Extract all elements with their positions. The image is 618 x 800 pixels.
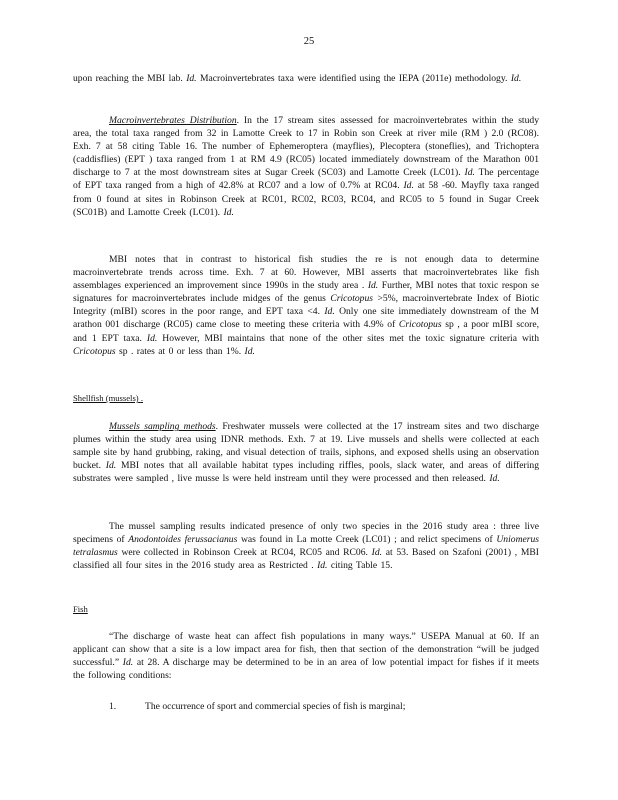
text: citing Table 15.	[327, 560, 393, 572]
paragraph-macroinvertebrates-distribution	[73, 114, 539, 219]
citation-id: Id.	[146, 332, 158, 344]
text: “The discharge of waste heat can affect fish populations in many ways.” USEPA Manual at 60. If an applicant can show that a site is a low impact area for fish, then that section of the demonstration “will be judged successful.”	[73, 631, 539, 669]
text: at 58 -60. Mayfly taxa ranged from 0 found at sites in Robinson Creek at RC01, RC02, RC03, RC04, and RC05 to 5 found in Sugar Creek (SC01B) and Lamotte Creek (LC01).	[73, 180, 539, 218]
text: MBI notes that all available habitat types including riffles, pools, slack water, and areas of differing substrates were sampled , live musse ls were held instream until they were processed and then released.	[73, 460, 539, 485]
citation-id: Id.	[371, 547, 383, 559]
citation-id: Id.	[244, 345, 255, 357]
paragraph-fish-waste-heat	[73, 630, 539, 682]
species-name: Cricotopus	[73, 345, 116, 357]
text: at 28. A discharge may be determined to be in an area of low potential impact for fishes if it meets the following conditions:	[73, 657, 539, 682]
page-number: 25	[303, 36, 315, 47]
citation-id: Id.	[464, 167, 475, 179]
text: Only one site immediately downstream of the M arathon 001 discharge (RC05) came close to meeting these criteria with 4.9% of	[73, 306, 539, 331]
text: sp , a poor mIBI score, and 1 EPT taxa.	[73, 319, 540, 344]
paragraph-macroinvertebrate-trends	[73, 253, 539, 358]
paragraph-mbi-lab	[73, 72, 539, 85]
citation-id: Id.	[186, 73, 197, 84]
text: MBI notes that in contrast to historical fish studies the re is not enough data to determine macroinvertebrate trends across time. Exh. 7 at 60. However, MBI asserts that macroinvertebrates like fish assemblages experienced an improvement since 1990s in the study area .	[73, 254, 539, 292]
section-heading-fish: Fish	[73, 604, 88, 614]
text: However, MBI maintains that none of the other sites met the toxic signature criteria with	[157, 332, 540, 344]
text: at 53. Based on Szafoni (2001) , MBI classified all four sites in the 2016 study area as Restricted .	[73, 547, 539, 572]
heading-period: .	[140, 393, 143, 403]
text: >5%, macroinvertebrate Index of Biotic Integrity (mIBI) scores in the poor range, and EPT taxa <4.	[73, 293, 539, 318]
list-text: The occurrence of sport and commercial species of fish is marginal;	[145, 701, 406, 712]
subheading-mussels-sampling-methods: Mussels sampling methods	[109, 421, 216, 432]
text: . Freshwater mussels were collected at the 17 instream sites and two discharge plumes within the study area using IDNR methods. Exh. 7 at 19. Live mussels and shells were collected at each sample site by hand grubbing, raking, and visual detection of trails, siphons, and exposed shells using an observation bucket.	[73, 421, 539, 472]
text: upon reaching the MBI lab.	[73, 73, 183, 84]
species-name: Cricotopus	[330, 293, 374, 305]
species-name: Cricotopus	[398, 319, 442, 331]
citation-id: Id.	[223, 206, 234, 218]
section-heading-shellfish	[73, 393, 143, 403]
citation-id: Id.	[122, 657, 134, 669]
citation-id: Id.	[324, 306, 335, 318]
species-name: Anodontoides ferussacianus	[128, 534, 238, 546]
paragraph-mussel-results	[73, 520, 539, 572]
paragraph-mussels-sampling-methods	[73, 420, 539, 485]
heading-text: Shellfish (mussels)	[73, 393, 139, 403]
species-name: Uniomerus tetralasmus	[73, 534, 540, 559]
text: The mussel sampling results indicated presence of only two species in the 2016 study area : three live specimens of	[73, 521, 539, 546]
citation-id: Id.	[403, 180, 414, 192]
subheading-macroinvertebrates-distribution: Macroinvertebrates Distribution	[109, 115, 237, 126]
list-number: 1.	[109, 701, 117, 712]
text: were collected in Robinson Creek at RC04, RC05 and RC06.	[117, 547, 368, 559]
text: sp . rates at 0 or less than 1%.	[115, 345, 242, 357]
text: Macroinvertebrates taxa were identified using the IEPA (2011e) methodology.	[196, 73, 508, 84]
text: Further, MBI notes that toxic respon se signatures for macroinvertebrates include midges of the genus	[73, 280, 539, 305]
citation-id: Id.	[489, 473, 500, 485]
text: The percentage of EPT taxa ranged from a high of 42.8% at RC07 and a low of 0.7% at RC04.	[73, 167, 539, 192]
text: . In the 17 stream sites assessed for macroinvertebrates within the study area, the total taxa ranged from 32 in Lamotte Creek to 17 in Robin son Creek at river mile (RM ) 2.0 (RC08). Exh. 7 at 58 citing Table 16. The number of Ephemeroptera (mayflies), Plecoptera (stoneflies), and Trichoptera (caddisflies) (EPT ) taxa ranged from 1 at RM 4.9 (RC05) located immediately downstream of the Marathon 001 discharge to 7 at the most downstream sites at Sugar Creek (SC03) and Lamotte Creek (LC01).	[73, 115, 539, 179]
citation-id: Id.	[105, 460, 117, 472]
citation-id: Id.	[317, 560, 328, 572]
citation-id: Id.	[367, 280, 379, 292]
citation-id: Id.	[510, 73, 522, 84]
list-item	[109, 700, 539, 713]
text: was found in La motte Creek (LC01) ; and relict specimens of	[237, 534, 493, 546]
